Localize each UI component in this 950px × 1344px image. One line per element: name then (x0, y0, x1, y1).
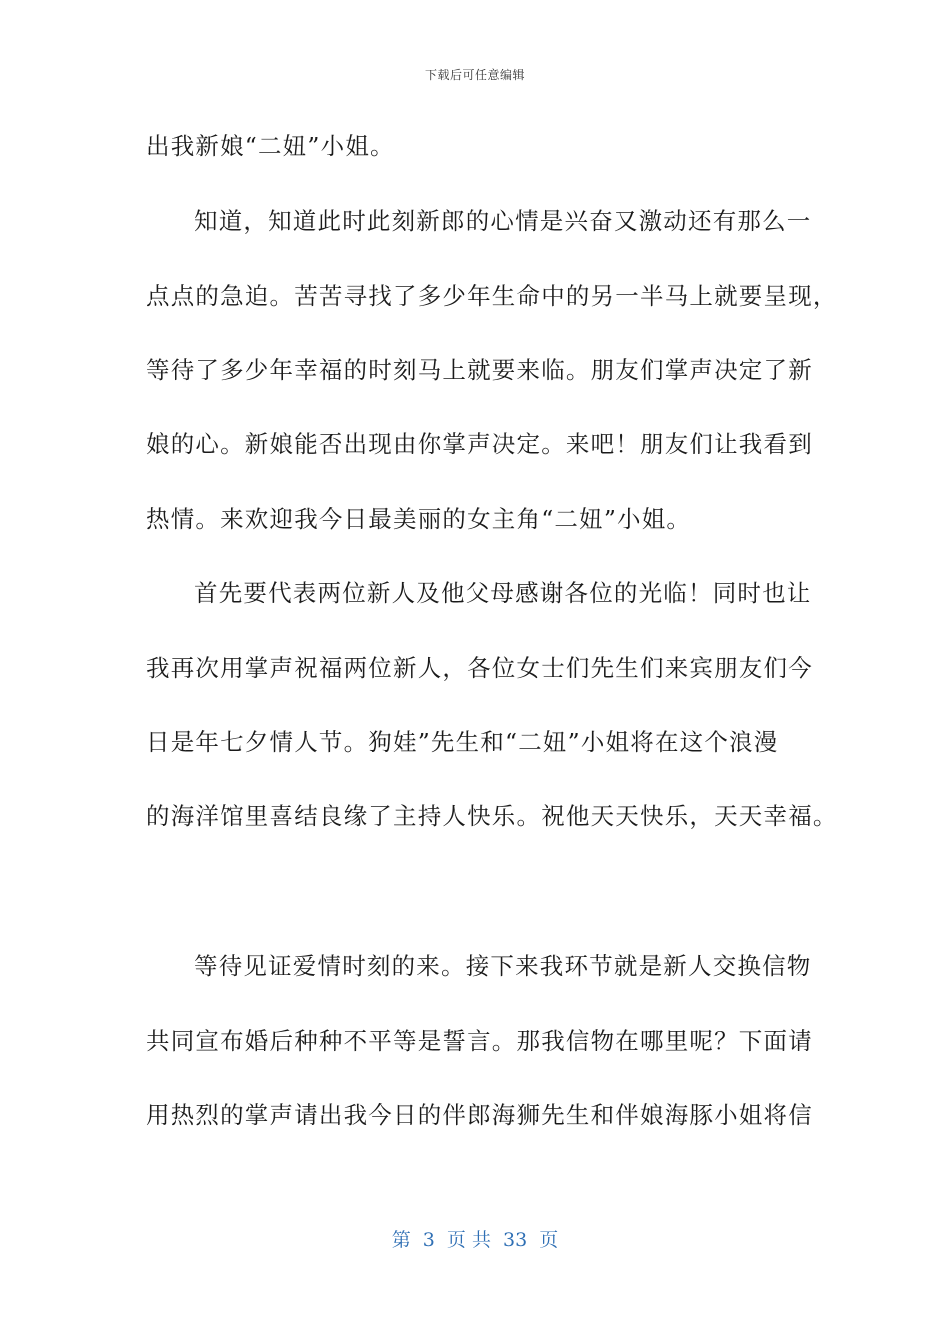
body-line: 的海洋馆里喜结良缘了主持人快乐。祝他天天快乐，天天幸福。 (146, 802, 838, 830)
body-line: 出我新娘“二妞”小姐。 (146, 132, 395, 160)
page-mid: 页 共 (446, 1229, 491, 1251)
body-line: 知道，知道此时此刻新郎的心情是兴奋又激动还有那么一 (194, 207, 812, 235)
page-footer (0, 1225, 950, 1252)
page-prefix: 第 (391, 1229, 411, 1251)
body-line: 共同宣布婚后种种不平等是誓言。那我信物在哪里呢？下面请 (146, 1027, 813, 1055)
body-line: 等待见证爱情时刻的来。接下来我环节就是新人交换信物 (194, 952, 812, 980)
body-line: 用热烈的掌声请出我今日的伴郎海狮先生和伴娘海豚小姐将信 (146, 1101, 813, 1129)
body-line: 我再次用掌声祝福两位新人，各位女士们先生们来宾朋友们今 (146, 654, 813, 682)
body-line: 首先要代表两位新人及他父母感谢各位的光临！同时也让 (194, 579, 812, 607)
page-number: 3 (422, 1229, 435, 1251)
page-suffix: 页 (539, 1229, 559, 1251)
body-line: 娘的心。新娘能否出现由你掌声决定。来吧！朋友们让我看到 (146, 430, 813, 458)
body-line: 热情。来欢迎我今日最美丽的女主角“二妞”小姐。 (146, 505, 692, 533)
body-line: 点点的急迫。苦苦寻找了多少年生命中的另一半马上就要呈现， (146, 282, 838, 310)
body-line: 等待了多少年幸福的时刻马上就要来临。朋友们掌声决定了新 (146, 356, 813, 384)
body-line: 日是年七夕情人节。狗娃”先生和“二妞”小姐将在这个浪漫 (146, 728, 779, 756)
page-total: 33 (503, 1229, 528, 1251)
header-note: 下载后可任意编辑 (424, 68, 525, 82)
